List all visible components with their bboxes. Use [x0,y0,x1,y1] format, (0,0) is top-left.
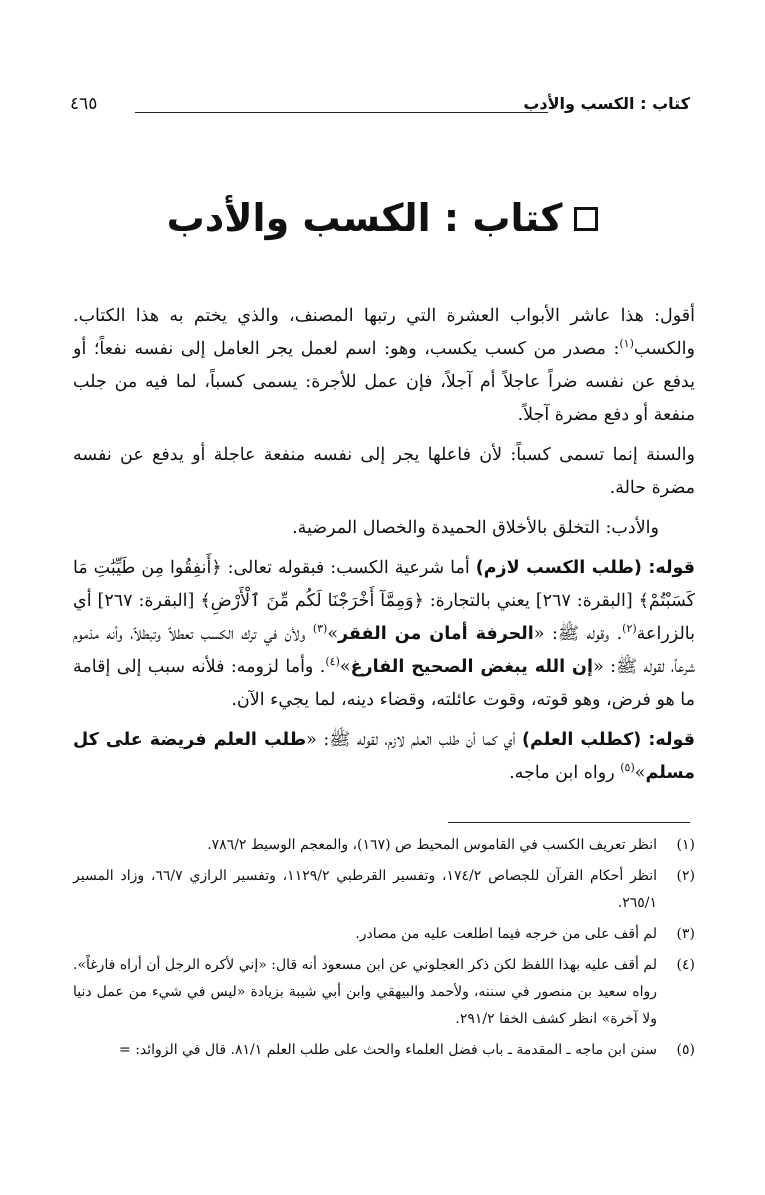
footnote-number: (٤) [676,957,695,973]
paragraph-adab: والأدب: التخلق بالأخلاق الحميدة والخصال المرضية. [292,518,659,538]
footnote-item [73,863,695,917]
footnote-ref-4[interactable]: (٤) [325,655,340,669]
footnotes [73,832,695,1068]
chapter-title [0,196,765,240]
text: » [634,763,646,783]
text: ولأن في ترك الكسب تعطلاً وتبطلاً، وأنه مذموم شرعاً، لقوله ﷺ: « [73,624,696,677]
footnote-ref-3[interactable]: (٣) [312,622,328,636]
footnote-number: (٥) [676,1042,695,1058]
footnote-ref-5[interactable]: (٥) [620,761,635,775]
running-header-title: كتاب : الكسب والأدب [523,94,690,113]
paragraph-talab-ilm [73,724,695,790]
page-number: ٤٦٥ [70,94,98,114]
footnote-number: (١) [676,837,695,853]
header-rule [135,112,548,113]
running-header [70,94,690,118]
footnote-number: (٢) [676,868,695,884]
footnote-item [73,1037,695,1064]
footnote-item [73,921,695,948]
text: » [327,624,339,644]
footnote-text: سنن ابن ماجه ـ المقدمة ـ باب فضل العلماء والحث على طلب العلم ٨١/١. قال في الزوائد: = [119,1042,657,1058]
hadith-text: الحرفة أمان من الفقر [338,624,534,644]
text: . وقوله ﷺ: « [533,624,623,644]
hadith-text: إن الله يبغض الصحيح الفارغ [350,657,593,677]
footnote-ref-1[interactable]: (١) [619,337,634,351]
footnote-text: انظر تعريف الكسب في القاموس المحيط ص (١٦٧)، والمعجم الوسيط ٧٨٦/٢. [207,837,657,853]
square-bullet-icon [574,207,598,231]
paragraph-intro-text-a: أقول: هذا عاشر الأبواب العشرة التي رتبها المصنف، والذي يختم به هذا الكتاب. والكسب [73,306,695,359]
commentary-label: قوله: (طلب الكسب لازم) [475,558,695,578]
footnote-ref-2[interactable]: (٢) [622,622,637,636]
text: » [339,657,351,677]
text: أما شرعية الكسب: فبقوله تعالى: ﴿أَنفِقُوا مِن طَيِّبَٰتِ مَا كَسَبْتُمْ﴾ [البقرة: ٢٦٧] يعني بالتجارة: ﴿وَمِمَّآ أَخْرَجْنَا لَكُم مِّنَ ٱلْأَرْضِ﴾ [البقرة: ٢٦٧] أي بالزراعة [73,558,696,644]
chapter-title-text: كتاب : الكسب والأدب [166,196,563,240]
footnote-item [73,832,695,859]
hadith-text: طلب العلم فريضة على كل مسلم [73,730,695,783]
footnote-text: لم أقف على من خرجه فيما اطلعت عليه من مصادر. [355,926,657,942]
commentary-label: قوله: (كطلب العلم) [522,730,695,750]
footnote-item [73,952,695,1033]
footnote-number: (٣) [676,926,695,942]
paragraph-sunnah: والسنة إنما تسمى كسباً: لأن فاعلها يجر إلى نفسه منفعة عاجلة أو يدفع عن نفسه مضرة حالة. [73,445,695,498]
text: رواه ابن ماجه. [509,763,621,783]
text: . وأما لزومه: فلأنه سبب إلى إقامة ما هو فرض، وهو قوته، وقوت عائلته، وقضاء دينه، لما يجيء الآن. [73,657,695,710]
text: أي كما أن طلب العلم لازم، لقوله ﷺ: « [306,730,523,750]
paragraph-kasb-lazim [73,552,695,717]
footnote-separator [448,822,690,823]
footnote-text: انظر أحكام القرآن للجصاص ١٧٤/٢، وتفسير القرطبي ١١٢٩/٢، وتفسير الرازي ٦٦/٧، وزاد المسير ٢٦٥/١. [73,868,657,911]
paragraph-intro [73,300,695,432]
body-text [73,300,695,797]
footnote-text: لم أقف عليه بهذا اللفظ لكن ذكر العجلوني عن ابن مسعود أنه قال: «إني لأكره الرجل أن أراه فارغاً». رواه سعيد بن منصور في سننه، ولأحمد والبيهقي وابن أبي شيبة بزيادة «ليس في شيء من عمل دنيا ولا آخرة» انظر كشف الخفا ٢٩١/٢. [73,957,657,1027]
paragraph-intro-text-b: : مصدر من كسب يكسب، وهو: اسم لعمل يجر العامل إلى نفسه نفعاً؛ أو يدفع عن نفسه ضراً عاجلاً أم آجلاً، فإن عمل للأجرة: يسمى كسباً، لما فيه من جلب منفعة أو دفع مضرة آجلاً. [73,339,695,425]
